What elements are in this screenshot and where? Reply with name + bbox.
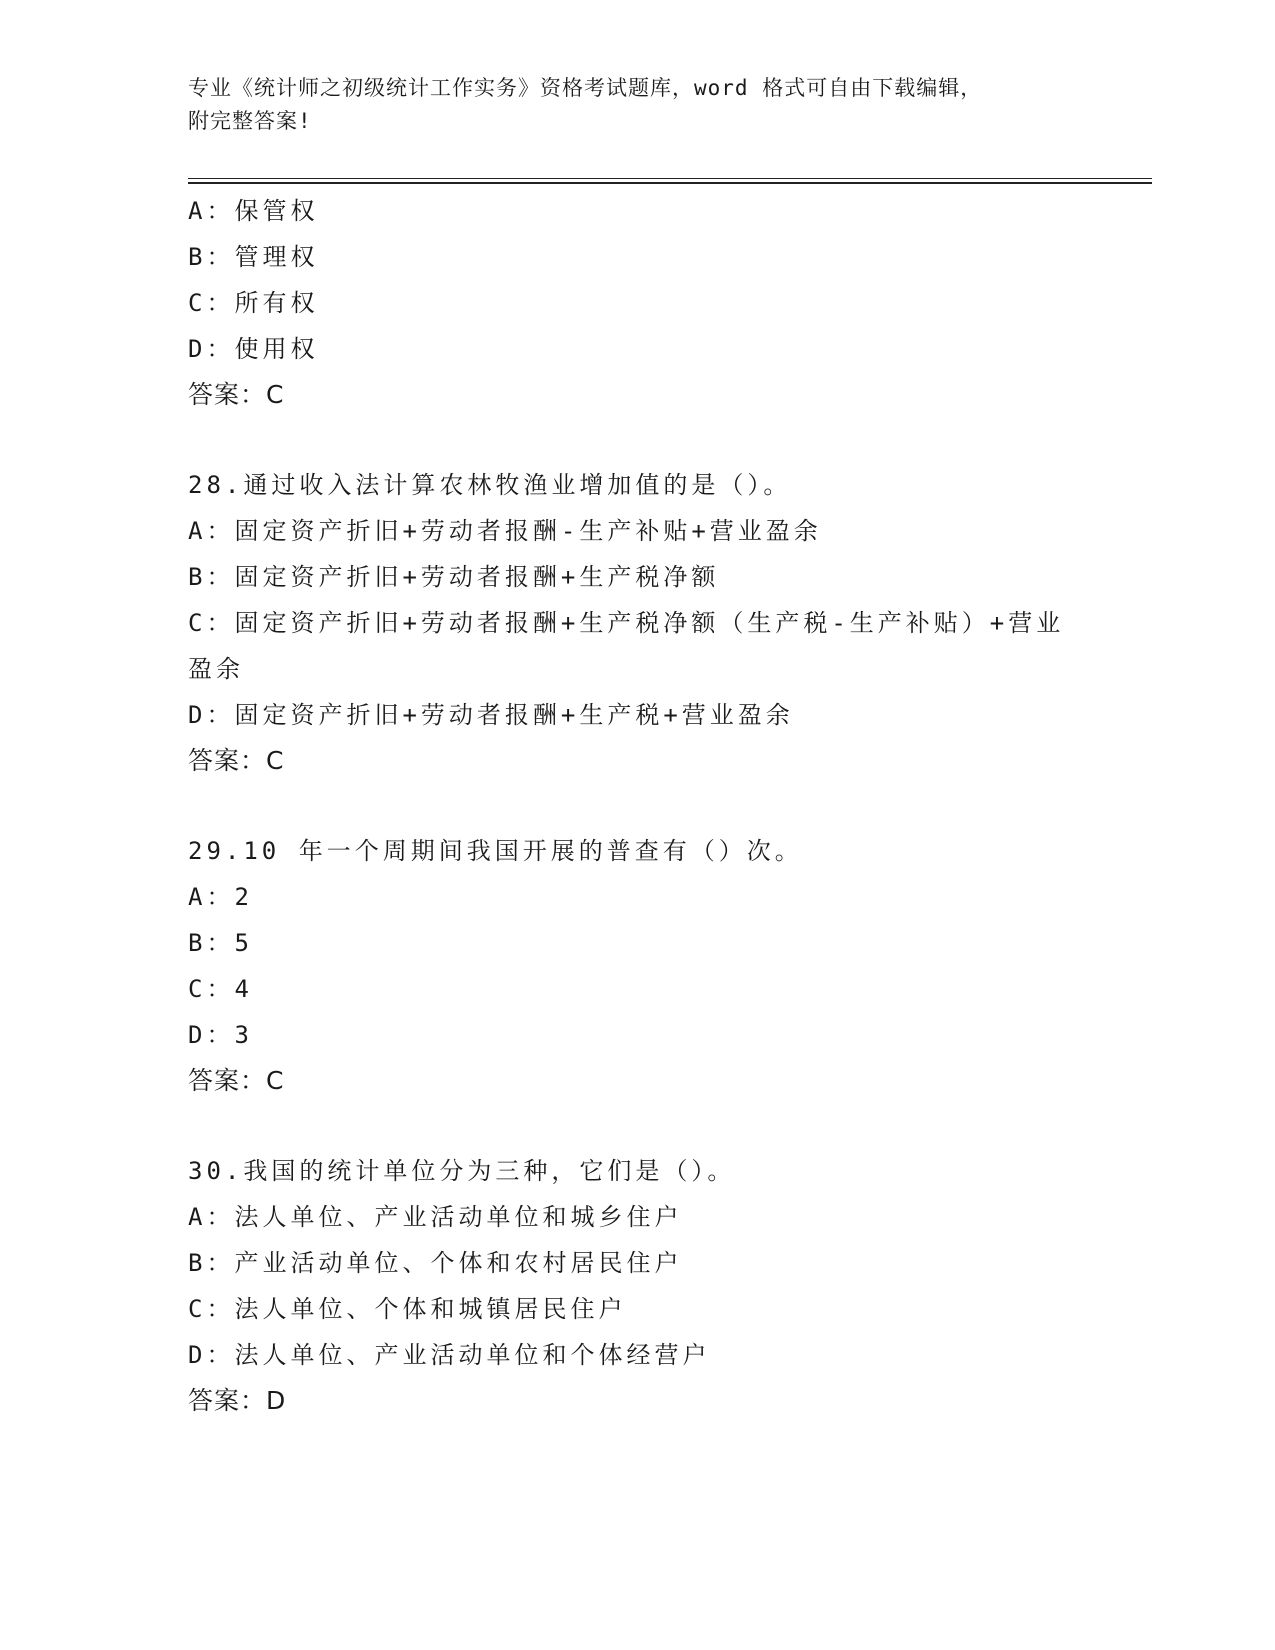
- option-c: C：固定资产折旧+劳动者报酬+生产税净额（生产税-生产补贴）+营业: [188, 609, 1065, 637]
- option-c: C：法人单位、个体和城镇居民住户: [188, 1295, 627, 1323]
- option-d: D：固定资产折旧+劳动者报酬+生产税+营业盈余: [188, 701, 794, 729]
- question-list: [188, 188, 1088, 1424]
- option-c: C：所有权: [188, 289, 319, 317]
- question-text: 28.通过收入法计算农林牧渔业增加值的是（）。: [188, 471, 792, 499]
- option-d: D：3: [188, 1021, 253, 1049]
- header-divider-thick: [188, 182, 1152, 184]
- option-d: D：使用权: [188, 335, 319, 363]
- option-c-continued: 盈余: [188, 655, 244, 683]
- answer: 答案：C: [188, 1066, 285, 1095]
- option-c: C：4: [188, 975, 253, 1003]
- document-header: [188, 72, 1068, 138]
- answer: 答案：C: [188, 746, 285, 775]
- option-a: A：保管权: [188, 197, 319, 225]
- option-a: A：法人单位、产业活动单位和城乡住户: [188, 1203, 683, 1231]
- option-b: B：管理权: [188, 243, 319, 271]
- header-divider-thin: [188, 178, 1152, 179]
- question-text: 30.我国的统计单位分为三种，它们是（）。: [188, 1157, 736, 1185]
- answer: 答案：D: [188, 1386, 287, 1415]
- option-a: A：固定资产折旧+劳动者报酬-生产补贴+营业盈余: [188, 517, 822, 545]
- question-29: [188, 828, 1088, 1104]
- option-b: B：产业活动单位、个体和农村居民住户: [188, 1249, 683, 1277]
- option-b: B：固定资产折旧+劳动者报酬+生产税净额: [188, 563, 720, 591]
- header-line-1: 专业《统计师之初级统计工作实务》资格考试题库，word 格式可自由下载编辑，: [188, 76, 983, 100]
- option-b: B：5: [188, 929, 253, 957]
- question-30: [188, 1148, 1088, 1424]
- header-line-2: 附完整答案!: [188, 109, 312, 133]
- option-d: D：法人单位、产业活动单位和个体经营户: [188, 1341, 711, 1369]
- answer: 答案：C: [188, 380, 285, 409]
- question-text: 29.10 年一个周期间我国开展的普查有（）次。: [188, 837, 803, 865]
- question-27: [188, 188, 1088, 418]
- option-a: A：2: [188, 883, 253, 911]
- question-28: [188, 462, 1088, 784]
